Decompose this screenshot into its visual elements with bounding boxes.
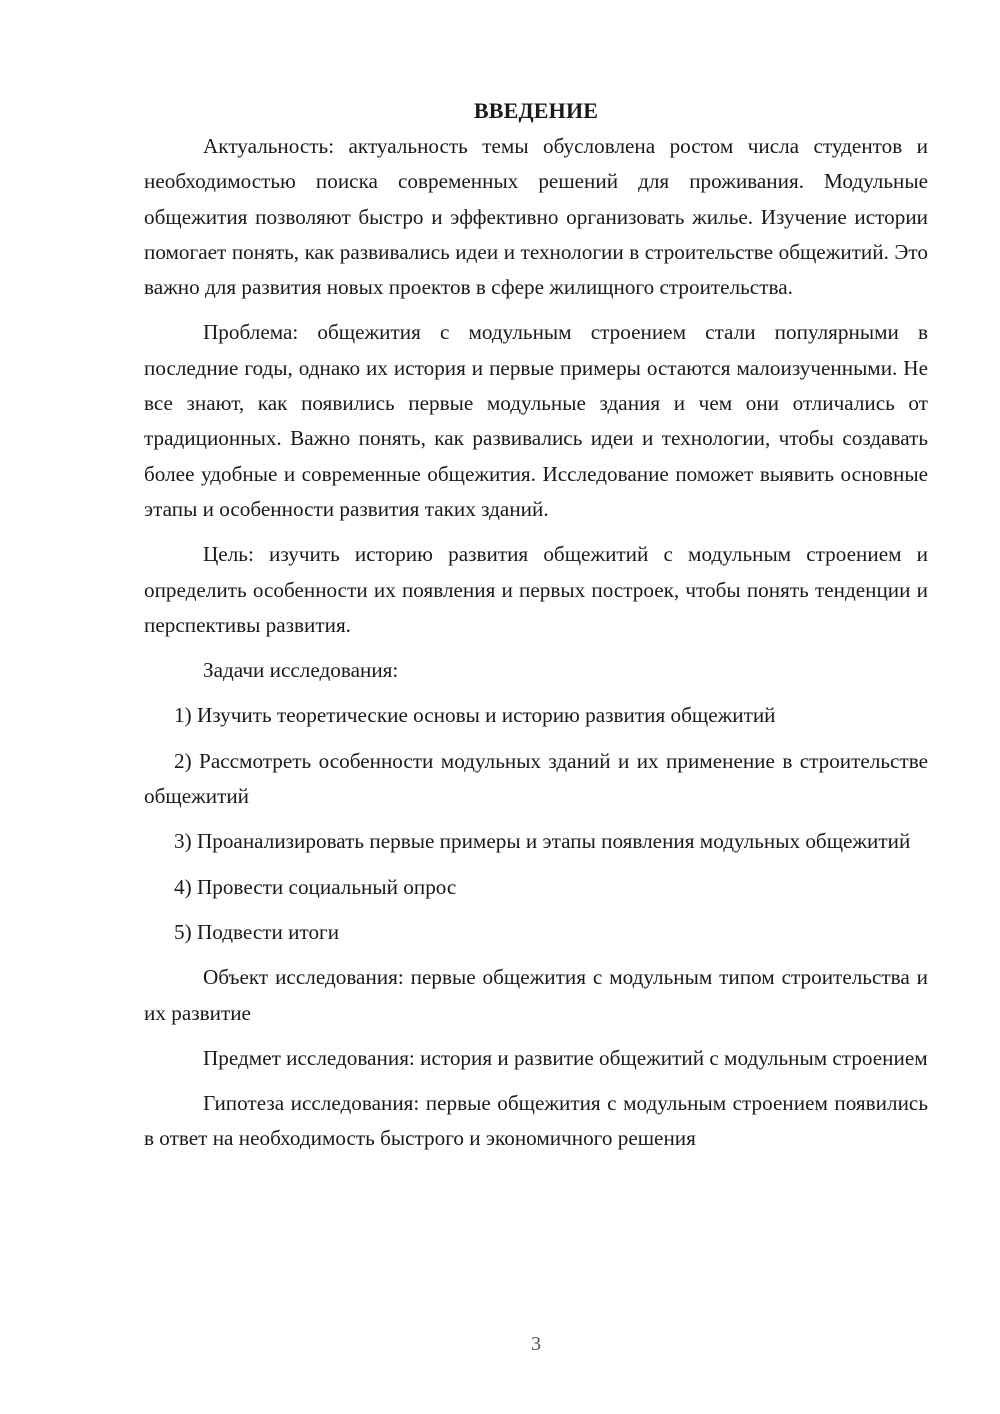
- section-title: ВВЕДЕНИЕ: [473, 98, 599, 123]
- tasks-heading: Задачи исследования:: [203, 658, 399, 683]
- task-item-2: 2) Рассмотреть особенности модульных зданий и их применение в строительстве общежитий: [144, 748, 928, 809]
- page-number: 3: [531, 1333, 541, 1355]
- task-item-4: 4) Провести социальный опрос: [174, 874, 457, 899]
- task-item-1: 1) Изучить теоретические основы и историю развития общежитий: [174, 703, 776, 728]
- object-paragraph: Объект исследования: первые общежития с модульным типом строительства и их развитие: [144, 965, 928, 1025]
- problem-paragraph: Проблема: общежития с модульным строением стали популярными в последние годы, однако их история и первые примеры остаются малоизученными. Не все знают, как появились первые модульные здания и чем они отличались от традиционных. Важно понять, как развивались идеи и технологии, чтобы создавать более удобные и современные общежития. Исследование поможет выявить основные этапы и особенности развития таких зданий.: [144, 320, 928, 521]
- task-item-3: 3) Проанализировать первые примеры и этапы появления модульных общежитий: [174, 829, 911, 854]
- task-item-5: 5) Подвести итоги: [174, 919, 340, 944]
- document-page: [144, 93, 928, 1157]
- subject-paragraph: Предмет исследования: история и развитие общежитий с модульным строением: [203, 1045, 928, 1070]
- relevance-paragraph: Актуальность: актуальность темы обусловлена ростом числа студентов и необходимостью поиска современных решений для проживания. Модульные общежития позволяют быстро и эффективно организовать жилье. Изучение истории помогает понять, как развивались идеи и технологии в строительстве общежитий. Это важно для развития новых проектов в сфере жилищного строительства.: [144, 134, 928, 300]
- goal-paragraph: Цель: изучить историю развития общежитий с модульным строением и определить особенности их появления и первых построек, чтобы понять тенденции и перспективы развития.: [144, 542, 928, 637]
- hypothesis-paragraph: Гипотеза исследования: первые общежития с модульным строением появились в ответ на необходимость быстрого и экономичного решения: [144, 1091, 928, 1151]
